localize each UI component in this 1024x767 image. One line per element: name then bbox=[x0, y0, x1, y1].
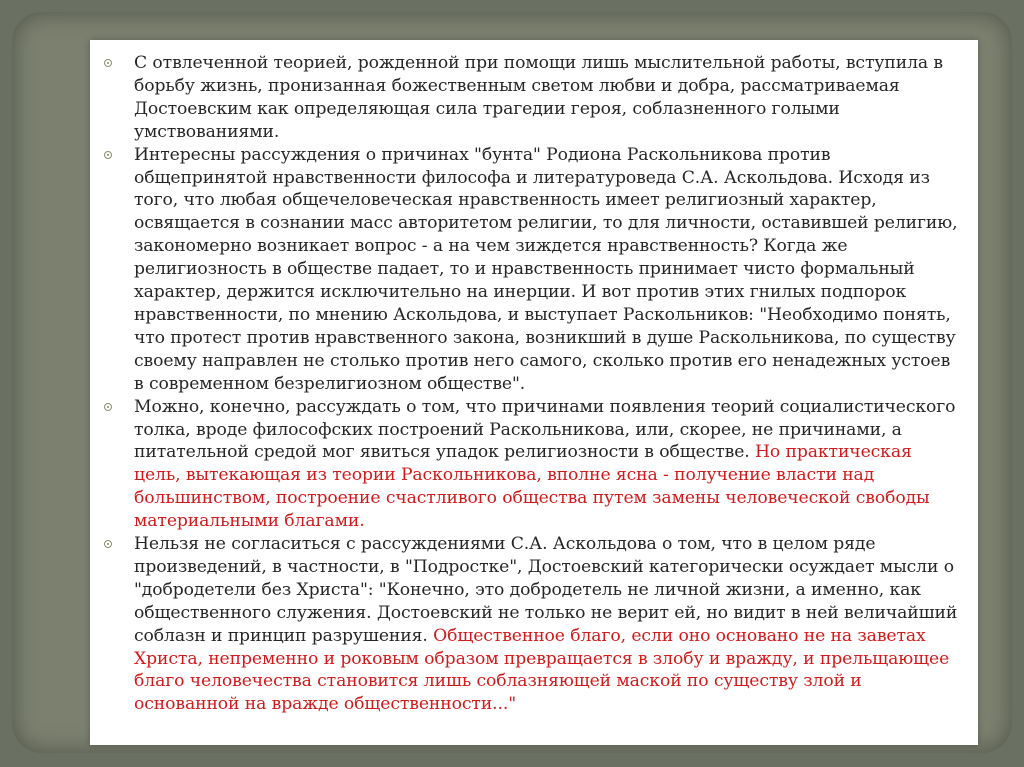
list-item bbox=[90, 52, 962, 144]
item-highlight-text: Но практическая цель, вытекающая из теории Раскольникова, вполне ясна - получение власти над большинством, построение счастливого общества путем замены человеческой свободы материальными благами. bbox=[134, 442, 930, 532]
slide-frame bbox=[12, 12, 1012, 753]
item-text: Можно, конечно, рассуждать о том, что причинами появления теорий социалистического толка, вроде философских построений Раскольникова, или, скорее, не причинами, а питательной средой мог явиться упадок религиозности в обществе. bbox=[134, 396, 956, 463]
item-text: Нельзя не согласиться с рассуждениями С.А. Аскольдова о том, что в целом ряде произведений, в частности, в "Подростке", Достоевский категорически осуждает мысли о "добродетели без Христа": "Конечно, это добродетель не личной жизни, а именно, как общественного служения. Достоевский не только не верит ей, но видит в ней величайший соблазн и принцип разрушения. bbox=[134, 534, 958, 646]
list-item bbox=[90, 144, 962, 396]
item-text: С отвлеченной теорией, рожденной при помощи лишь мыслительной работы, вступила в борьбу жизнь, пронизанная божественным светом любви и добра, рассматриваемая Достоевским как определяющая сила трагедии героя, соблазненного голыми умствованиями. bbox=[134, 53, 943, 142]
circle-bullet-icon bbox=[104, 403, 112, 411]
bullet-list bbox=[90, 52, 962, 716]
circle-bullet-icon bbox=[104, 540, 112, 548]
text-panel bbox=[90, 40, 978, 745]
list-item bbox=[90, 533, 962, 716]
list-item bbox=[90, 396, 962, 533]
circle-bullet-icon bbox=[104, 151, 112, 159]
circle-bullet-icon bbox=[104, 59, 112, 67]
item-text: Интересны рассуждения о причинах "бунта" Родиона Раскольникова против общепринятой нравственности философа и литературоведа С.А. Аскольдова. Исходя из того, что любая общечеловеческая нравственность имеет религиозный характер, освящается в сознании масс авторитетом религии, то для личности, оставившей религию, закономерно возникает вопрос - а на чем зиждется нравственность? Когда же религиозность в обществе падает, то и нравственность принимает чисто формальный характер, держится исключительно на инерции. И вот против этих гнилых подпорок нравственности, по мнению Аскольдова, и выступает Раскольников: "Необходимо понять, что протест против нравственного закона, возникший в душе Раскольникова, по существу своему направлен не столько против него самого, сколько против его ненадежных устоев в современном безрелигиозном обществе". bbox=[134, 144, 958, 394]
item-highlight-text: Общественное благо, если оно основано не на заветах Христа, непременно и роковым образом превращается в злобу и вражду, и прельщающее благо человечества становится лишь соблазняющей маской по существу злой и основанной на вражде общественности..." bbox=[134, 625, 950, 715]
